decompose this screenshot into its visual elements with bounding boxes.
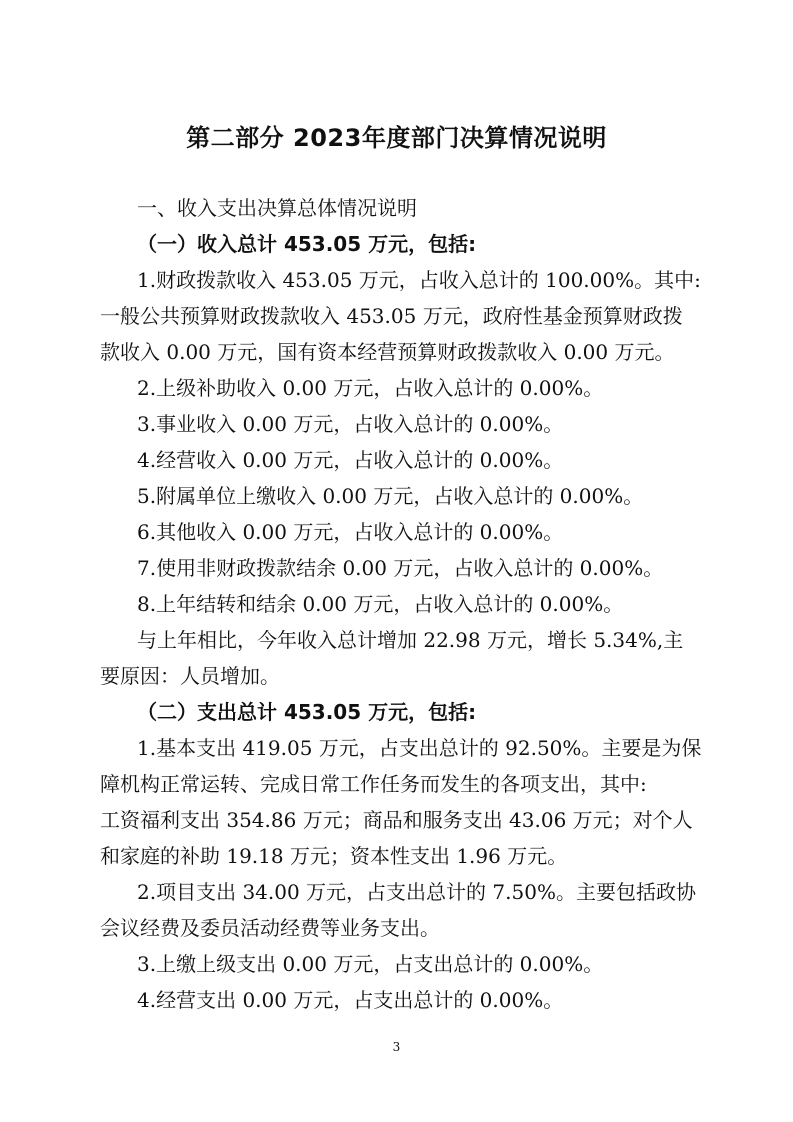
income-comparison-line-2: 要原因：人员增加。 [100,664,280,688]
income-item-2: 2.上级补助收入 0.00 万元，占收入总计的 0.00%。 [137,376,604,400]
income-item-7: 7.使用非财政拨款结余 0.00 万元，占收入总计的 0.00%。 [137,556,664,580]
income-item-1-line-1: 1.财政拨款收入 453.05 万元，占收入总计的 100.00%。其中: [137,268,701,292]
expense-item-4: 4.经营支出 0.00 万元，占支出总计的 0.00%。 [137,988,564,1012]
expense-item-1-line-1: 1.基本支出 419.05 万元，占支出总计的 92.50%。主要是为保 [137,736,702,760]
page-number: 3 [392,1040,401,1054]
income-item-6: 6.其他收入 0.00 万元，占收入总计的 0.00%。 [137,520,564,544]
income-item-8: 8.上年结转和结余 0.00 万元，占收入总计的 0.00%。 [137,592,624,616]
income-item-5: 5.附属单位上缴收入 0.00 万元，占收入总计的 0.00%。 [137,484,644,508]
expense-item-1-line-2: 障机构正常运转、完成日常工作任务而发生的各项支出，其中: [100,772,647,796]
expense-item-2-line-1: 2.项目支出 34.00 万元，占支出总计的 7.50%。主要包括政协 [137,880,696,904]
expense-item-2-line-2: 会议经费及委员活动经费等业务支出。 [100,916,440,940]
expense-heading: （二）支出总计 453.05 万元，包括: [137,700,477,724]
expense-item-3: 3.上缴上级支出 0.00 万元，占支出总计的 0.00%。 [137,952,604,976]
income-heading: （一）收入总计 453.05 万元，包括: [137,232,477,256]
income-item-1-line-2: 一般公共预算财政拨款收入 453.05 万元，政府性基金预算财政拨 [100,304,683,328]
income-comparison-line-1: 与上年相比，今年收入总计增加 22.98 万元，增长 5.34%,主 [137,628,684,652]
expense-item-1-line-3: 工资福利支出 354.86 万元；商品和服务支出 43.06 万元；对个人 [100,808,693,832]
expense-item-1-line-4: 和家庭的补助 19.18 万元；资本性支出 1.96 万元。 [100,844,568,868]
section-heading-income-expense: 一、收入支出决算总体情况说明 [137,196,417,220]
income-item-4: 4.经营收入 0.00 万元，占收入总计的 0.00%。 [137,448,564,472]
income-item-1-line-3: 款收入 0.00 万元，国有资本经营预算财政拨款收入 0.00 万元。 [100,340,675,364]
page-title: 第二部分 2023年度部门决算情况说明 [186,124,607,152]
income-item-3: 3.事业收入 0.00 万元，占收入总计的 0.00%。 [137,412,564,436]
